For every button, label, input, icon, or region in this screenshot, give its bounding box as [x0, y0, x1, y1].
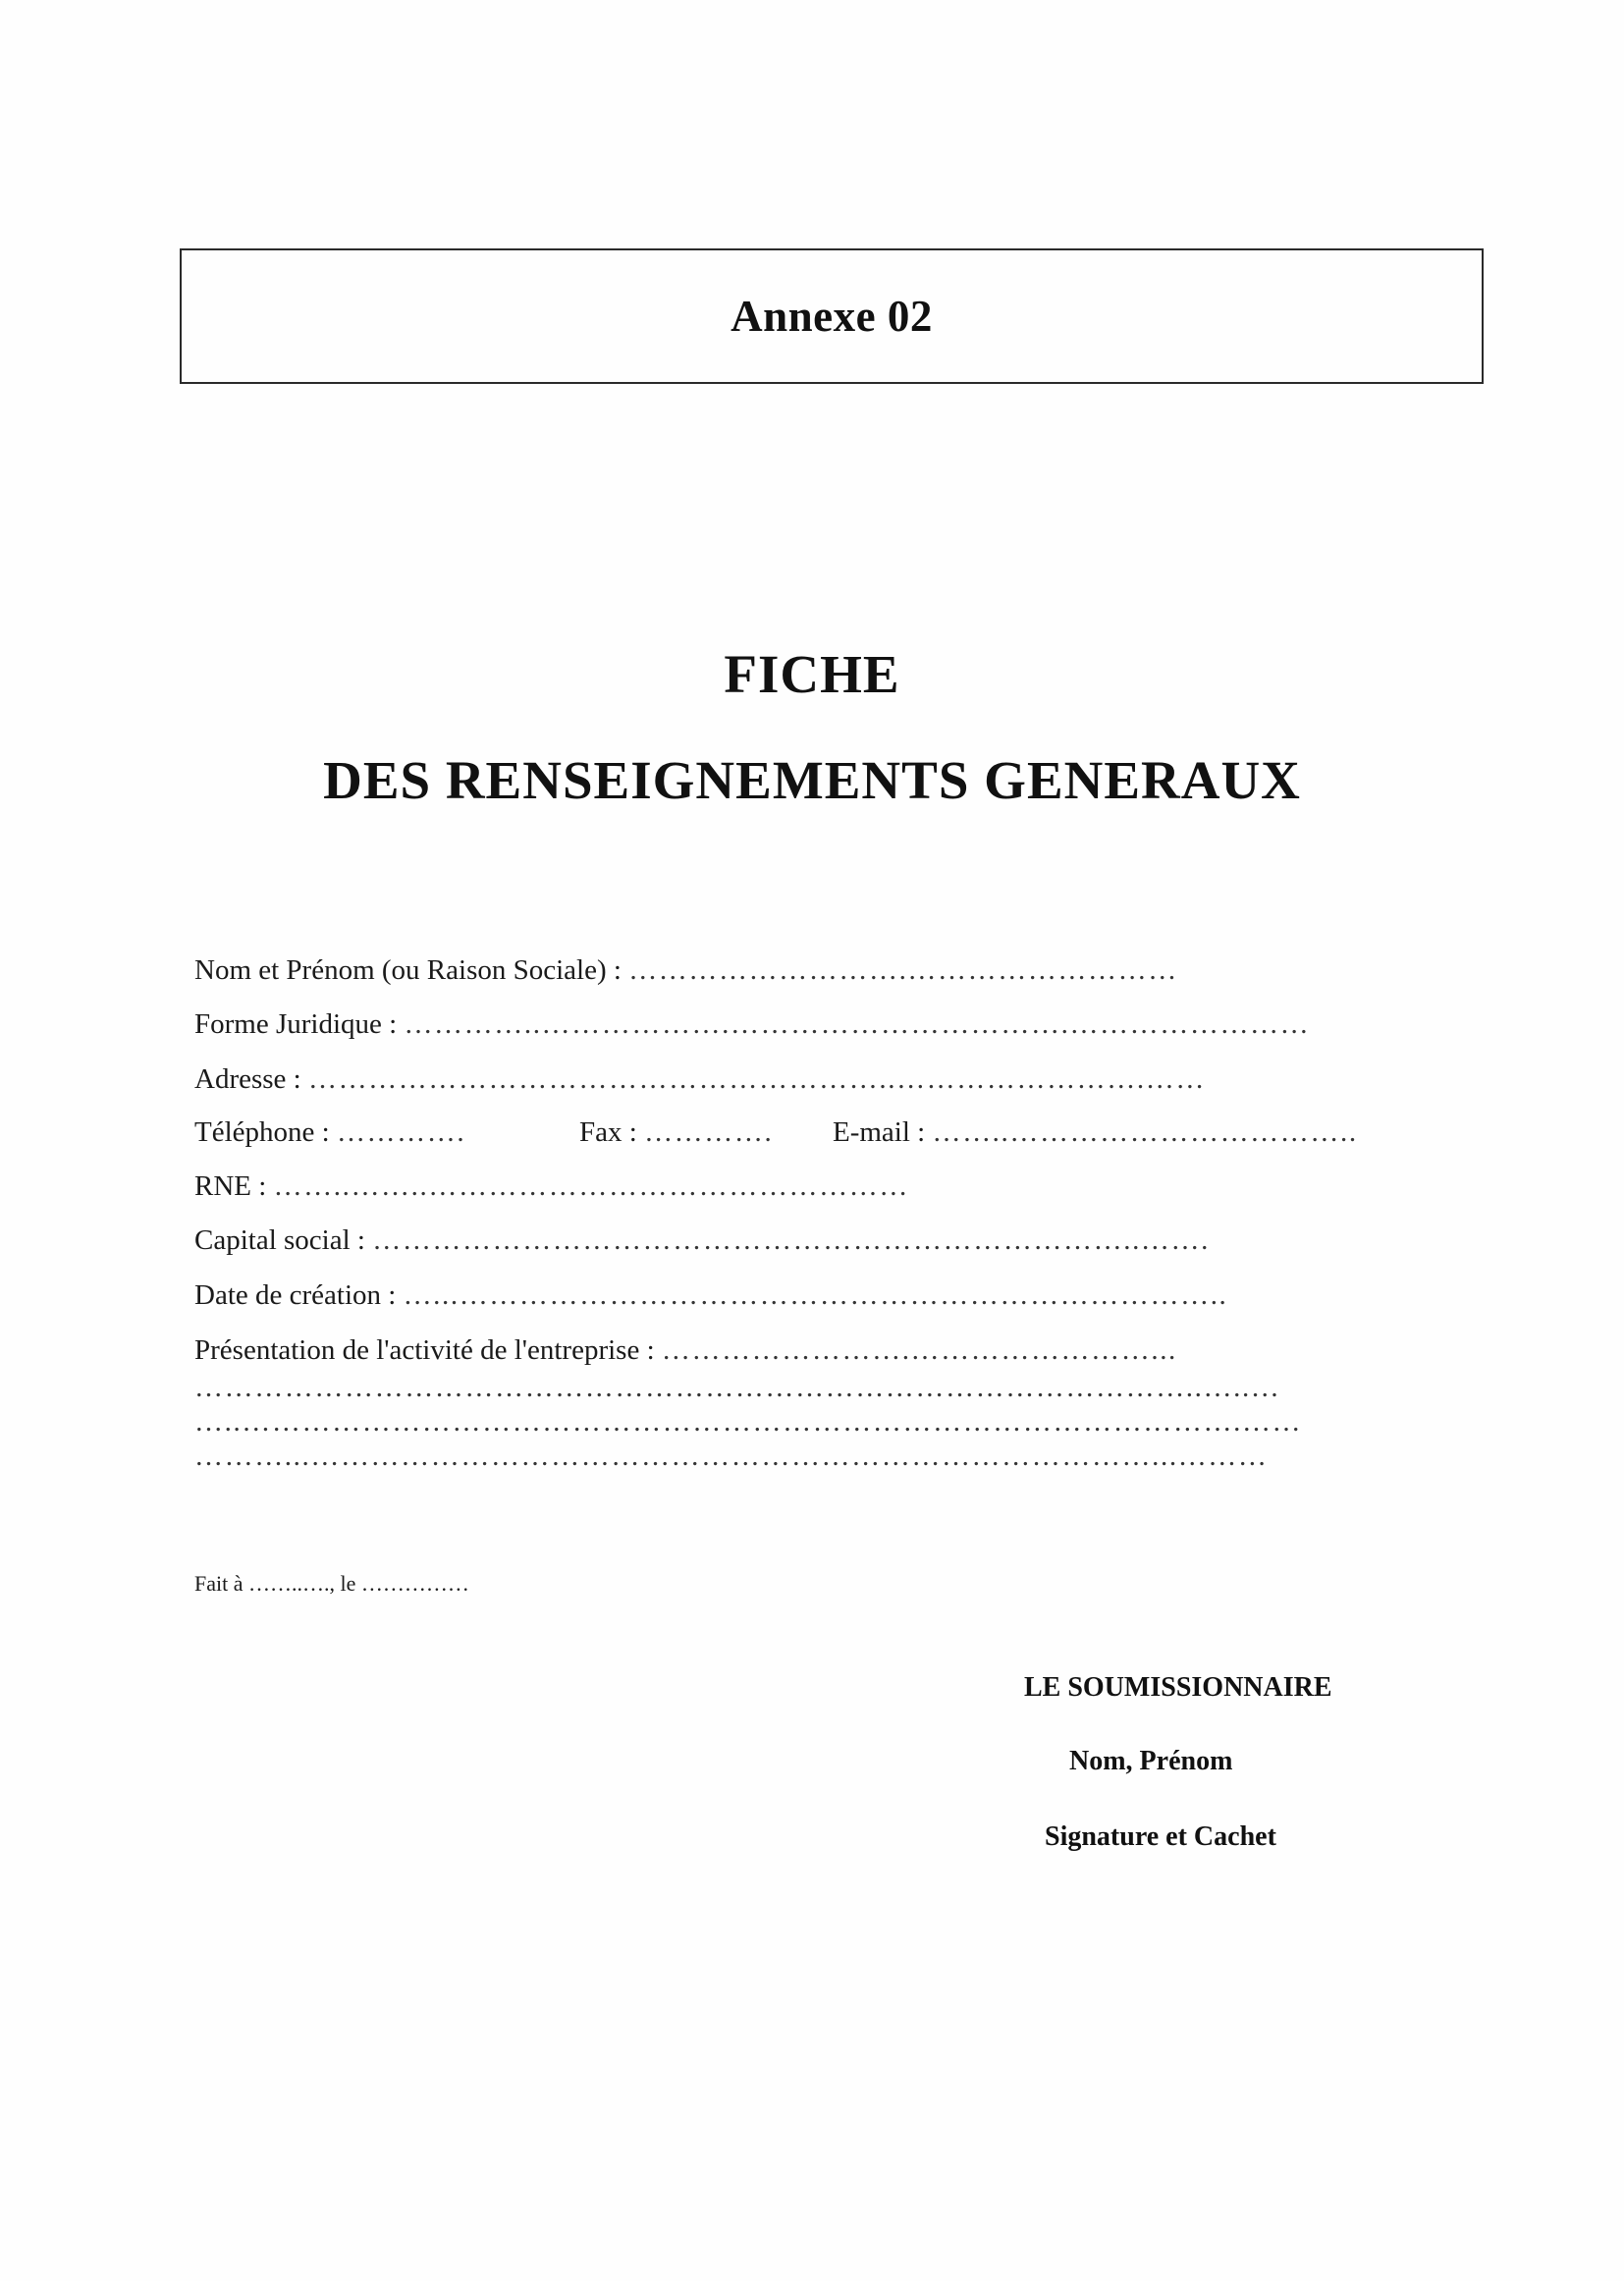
signature-stamp: Signature et Cachet — [1045, 1821, 1276, 1852]
form-subtitle: DES RENSEIGNEMENTS GENERAUX — [323, 750, 1301, 810]
field-email-label: E-mail : — [833, 1116, 933, 1148]
field-fax-label: Fax : — [579, 1116, 645, 1148]
field-presentation — [194, 1331, 1177, 1370]
signature-role: LE SOUMISSIONNAIRE — [1024, 1672, 1332, 1703]
field-date-dots: …...………………………………………………………………….. — [403, 1279, 1228, 1311]
signature-name: Nom, Prénom — [1069, 1746, 1233, 1776]
field-date-creation — [194, 1276, 1227, 1315]
field-rne-label: RNE : — [194, 1170, 274, 1202]
field-capital-dots: …………………………………………………………………..……. — [372, 1224, 1210, 1256]
field-date-label: Date de création : — [194, 1279, 404, 1311]
field-telephone — [194, 1113, 465, 1152]
field-rne-dots: ……..……..………………………………………… — [273, 1170, 909, 1202]
field-adresse-label: Adresse : — [194, 1063, 308, 1095]
field-presentation-dots: …………………….……………………... — [661, 1334, 1177, 1366]
field-contact-row — [194, 1113, 1471, 1152]
field-nom — [194, 950, 1178, 990]
field-rne — [194, 1167, 909, 1206]
field-capital-social — [194, 1221, 1210, 1260]
field-telephone-dots: …………. — [336, 1116, 466, 1148]
presentation-line-3: ………...…………………………………………………………………………...……… — [194, 1440, 1269, 1472]
field-forme-dots: …………..……………….…………………………….…………………… — [404, 1008, 1311, 1040]
field-adresse-dots: …………………………………………………..…………………….…… — [307, 1063, 1206, 1095]
presentation-line-1: ………………………………………………………………………………………..…..… — [194, 1372, 1281, 1403]
field-forme-juridique — [194, 1005, 1310, 1044]
field-forme-label: Forme Juridique : — [194, 1008, 405, 1040]
annex-header-box — [180, 248, 1484, 384]
form-title: FICHE — [724, 644, 900, 704]
field-email-dots: ……..…………………………….. — [932, 1116, 1358, 1148]
field-adresse — [194, 1059, 1206, 1099]
field-nom-dots: ……………………….……………………… — [628, 954, 1178, 986]
annex-title: Annexe 02 — [731, 292, 933, 341]
field-fax-dots: …………. — [644, 1116, 774, 1148]
field-fax — [579, 1113, 773, 1152]
place-date-line: Fait à ……..…., le …………… — [194, 1571, 469, 1596]
field-capital-label: Capital social : — [194, 1224, 373, 1256]
field-telephone-label: Téléphone : — [194, 1116, 337, 1148]
field-email — [833, 1113, 1358, 1152]
field-nom-label: Nom et Prénom (ou Raison Sociale) : — [194, 954, 629, 986]
presentation-line-2: …..……………………………………………………………………………………….…… — [194, 1406, 1303, 1438]
field-presentation-label: Présentation de l'activité de l'entreprise : — [194, 1334, 662, 1366]
